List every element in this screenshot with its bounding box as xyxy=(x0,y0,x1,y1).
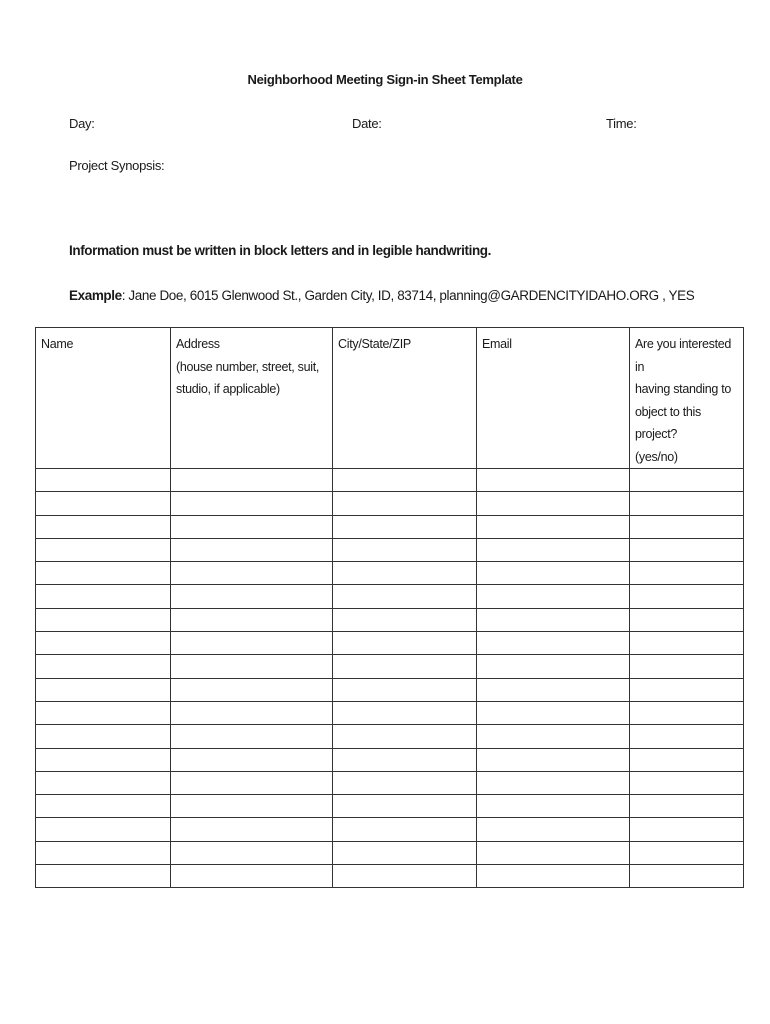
cell-address[interactable] xyxy=(171,841,333,864)
sign-in-table xyxy=(35,327,744,888)
sign-in-table-body xyxy=(36,469,744,888)
cell-name[interactable] xyxy=(36,469,171,492)
cell-address[interactable] xyxy=(171,795,333,818)
cell-city-state-zip[interactable] xyxy=(333,678,477,701)
cell-email[interactable] xyxy=(477,469,630,492)
cell-city-state-zip[interactable] xyxy=(333,608,477,631)
table-row xyxy=(36,841,744,864)
table-row xyxy=(36,538,744,561)
header-address xyxy=(171,328,333,469)
cell-email[interactable] xyxy=(477,701,630,724)
header-city-text: City/State/ZIP xyxy=(338,337,411,351)
table-row xyxy=(36,562,744,585)
cell-name[interactable] xyxy=(36,771,171,794)
project-synopsis-label: Project Synopsis: xyxy=(69,158,165,173)
cell-interest[interactable] xyxy=(630,469,744,492)
cell-city-state-zip[interactable] xyxy=(333,655,477,678)
cell-city-state-zip[interactable] xyxy=(333,469,477,492)
header-email xyxy=(477,328,630,469)
date-label: Date: xyxy=(352,116,382,131)
cell-city-state-zip[interactable] xyxy=(333,701,477,724)
cell-interest[interactable] xyxy=(630,632,744,655)
table-row xyxy=(36,818,744,841)
header-address-line: (house number, street, suit, xyxy=(176,359,320,374)
cell-name[interactable] xyxy=(36,795,171,818)
cell-city-state-zip[interactable] xyxy=(333,492,477,515)
header-interest-line: object to this project? xyxy=(635,404,701,441)
cell-email[interactable] xyxy=(477,865,630,888)
table-row xyxy=(36,865,744,888)
cell-email[interactable] xyxy=(477,608,630,631)
cell-interest[interactable] xyxy=(630,562,744,585)
cell-city-state-zip[interactable] xyxy=(333,515,477,538)
cell-city-state-zip[interactable] xyxy=(333,585,477,608)
table-row xyxy=(36,795,744,818)
header-interest xyxy=(630,328,744,469)
cell-address[interactable] xyxy=(171,655,333,678)
day-label: Day: xyxy=(69,116,95,131)
cell-address[interactable] xyxy=(171,562,333,585)
cell-email[interactable] xyxy=(477,492,630,515)
table-row xyxy=(36,585,744,608)
cell-city-state-zip[interactable] xyxy=(333,562,477,585)
document-title: Neighborhood Meeting Sign-in Sheet Template xyxy=(247,72,523,87)
cell-address[interactable] xyxy=(171,725,333,748)
cell-address[interactable] xyxy=(171,585,333,608)
table-row xyxy=(36,608,744,631)
cell-interest[interactable] xyxy=(630,608,744,631)
cell-interest[interactable] xyxy=(630,818,744,841)
cell-name[interactable] xyxy=(36,655,171,678)
cell-address[interactable] xyxy=(171,469,333,492)
table-row xyxy=(36,748,744,771)
table-row xyxy=(36,632,744,655)
cell-address[interactable] xyxy=(171,748,333,771)
cell-interest[interactable] xyxy=(630,538,744,561)
table-header-row xyxy=(36,328,744,469)
cell-city-state-zip[interactable] xyxy=(333,771,477,794)
cell-name[interactable] xyxy=(36,818,171,841)
table-row xyxy=(36,701,744,724)
cell-address[interactable] xyxy=(171,492,333,515)
cell-email[interactable] xyxy=(477,562,630,585)
cell-email[interactable] xyxy=(477,748,630,771)
cell-email[interactable] xyxy=(477,515,630,538)
time-label: Time: xyxy=(606,116,637,131)
header-interest-line: (yes/no) xyxy=(635,449,678,464)
cell-name[interactable] xyxy=(36,725,171,748)
cell-email[interactable] xyxy=(477,585,630,608)
cell-email[interactable] xyxy=(477,795,630,818)
cell-name[interactable] xyxy=(36,678,171,701)
header-address-line: Address xyxy=(176,337,220,351)
cell-email[interactable] xyxy=(477,841,630,864)
cell-name[interactable] xyxy=(36,538,171,561)
header-address-line: studio, if applicable) xyxy=(176,382,280,396)
cell-interest[interactable] xyxy=(630,701,744,724)
cell-address[interactable] xyxy=(171,865,333,888)
cell-interest[interactable] xyxy=(630,678,744,701)
cell-interest[interactable] xyxy=(630,655,744,678)
cell-name[interactable] xyxy=(36,585,171,608)
cell-interest[interactable] xyxy=(630,771,744,794)
header-interest-line: having standing to xyxy=(635,382,732,396)
cell-address[interactable] xyxy=(171,515,333,538)
cell-address[interactable] xyxy=(171,678,333,701)
cell-address[interactable] xyxy=(171,632,333,655)
cell-city-state-zip[interactable] xyxy=(333,748,477,771)
cell-email[interactable] xyxy=(477,632,630,655)
cell-email[interactable] xyxy=(477,538,630,561)
cell-email[interactable] xyxy=(477,725,630,748)
cell-interest[interactable] xyxy=(630,865,744,888)
cell-address[interactable] xyxy=(171,608,333,631)
table-row xyxy=(36,655,744,678)
cell-address[interactable] xyxy=(171,538,333,561)
cell-interest[interactable] xyxy=(630,748,744,771)
handwriting-notice: Information must be written in block letters and in legible handwriting. xyxy=(69,243,491,258)
cell-name[interactable] xyxy=(36,515,171,538)
header-interest-line: Are you interested in xyxy=(635,337,732,374)
header-email-text: Email xyxy=(482,337,512,351)
table-row xyxy=(36,725,744,748)
cell-address[interactable] xyxy=(171,771,333,794)
cell-name[interactable] xyxy=(36,841,171,864)
header-name-text: Name xyxy=(41,337,74,351)
cell-name[interactable] xyxy=(36,865,171,888)
table-row xyxy=(36,492,744,515)
cell-interest[interactable] xyxy=(630,841,744,864)
cell-city-state-zip[interactable] xyxy=(333,632,477,655)
cell-city-state-zip[interactable] xyxy=(333,865,477,888)
cell-interest[interactable] xyxy=(630,795,744,818)
cell-name[interactable] xyxy=(36,562,171,585)
example-label: Example xyxy=(69,288,122,303)
cell-interest[interactable] xyxy=(630,515,744,538)
header-name xyxy=(36,328,171,469)
cell-name[interactable] xyxy=(36,632,171,655)
cell-city-state-zip[interactable] xyxy=(333,795,477,818)
cell-name[interactable] xyxy=(36,748,171,771)
cell-interest[interactable] xyxy=(630,725,744,748)
cell-city-state-zip[interactable] xyxy=(333,725,477,748)
cell-city-state-zip[interactable] xyxy=(333,818,477,841)
table-row xyxy=(36,515,744,538)
cell-interest[interactable] xyxy=(630,585,744,608)
cell-city-state-zip[interactable] xyxy=(333,538,477,561)
cell-email[interactable] xyxy=(477,818,630,841)
cell-interest[interactable] xyxy=(630,492,744,515)
table-row xyxy=(36,771,744,794)
example-line xyxy=(69,288,694,303)
cell-email[interactable] xyxy=(477,655,630,678)
cell-email[interactable] xyxy=(477,771,630,794)
header-city-state-zip xyxy=(333,328,477,469)
cell-address[interactable] xyxy=(171,818,333,841)
cell-name[interactable] xyxy=(36,701,171,724)
cell-email[interactable] xyxy=(477,678,630,701)
cell-name[interactable] xyxy=(36,492,171,515)
cell-city-state-zip[interactable] xyxy=(333,841,477,864)
cell-name[interactable] xyxy=(36,608,171,631)
example-text: : Jane Doe, 6015 Glenwood St., Garden City, ID, 83714, planning@GARDENCITYIDAHO.ORG , YES xyxy=(121,288,695,303)
cell-address[interactable] xyxy=(171,701,333,724)
table-row xyxy=(36,678,744,701)
table-row xyxy=(36,469,744,492)
